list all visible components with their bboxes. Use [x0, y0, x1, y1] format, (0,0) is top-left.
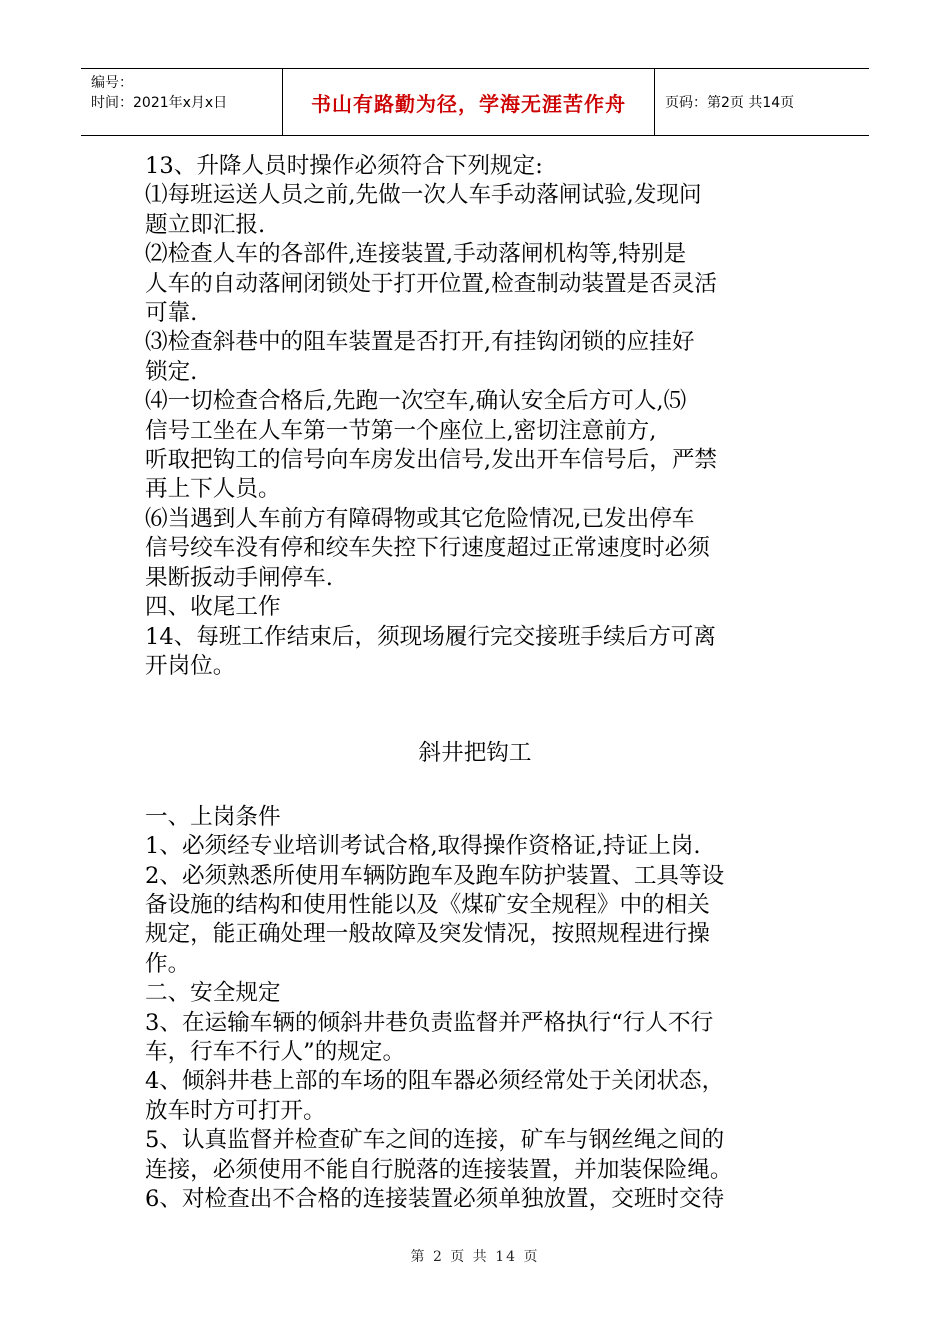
text-line: 5、认真监督并检查矿车之间的连接，矿车与钢丝绳之间的	[145, 1127, 725, 1154]
text-line: 4、倾斜井巷上部的车场的阻车器必须经常处于关闭状态，	[145, 1068, 725, 1095]
page-header	[81, 68, 869, 136]
text-line: 6、对检查出不合格的连接装置必须单独放置，交班时交待	[145, 1186, 725, 1212]
text-line: 再上下人员。	[145, 476, 281, 503]
text-line: 锁定.	[145, 358, 198, 385]
text-line: 规定，能正确处理一般故障及突发情况，按照规程进行操	[145, 921, 710, 948]
text-line: 四、收尾工作	[145, 594, 281, 621]
text-line: 备设施的结构和使用性能以及《煤矿安全规程》中的相关	[145, 891, 710, 918]
text-line: 一、上岗条件	[145, 803, 281, 830]
text-line: 信号绞车没有停和绞车失控下行速度超过正常速度时必须	[145, 535, 710, 562]
text-line: 3、在运输车辆的倾斜井巷负责监督并严格执行“行人不行	[145, 1009, 714, 1036]
section-lifting-rules	[145, 152, 805, 681]
text-line: 二、安全规定	[145, 980, 281, 1007]
text-line: 人车的自动落闸闭锁处于打开位置,检查制动装置是否灵活	[145, 270, 718, 297]
text-line: 1、必须经专业培训考试合格,取得操作资格证,持证上岗.	[145, 833, 701, 860]
text-line: 放车时方可打开。	[145, 1097, 326, 1124]
section-hooker-rules	[145, 803, 805, 1215]
text-line: 信号工坐在人车第一节第一个座位上,密切注意前方,	[145, 417, 657, 444]
header-motto: 书山有路勤为径，学海无涯苦作舟	[283, 69, 655, 135]
text-line: ⑶检查斜巷中的阻车装置是否打开,有挂钩闭锁的应挂好	[145, 329, 695, 356]
text-line: ⑵检查人车的各部件,连接装置,手动落闸机构等,特别是	[145, 241, 687, 268]
section-title: 斜井把钩工	[418, 740, 532, 767]
text-line: ⑷一切检查合格后,先跑一次空车,确认安全后方可人,⑸	[145, 388, 687, 415]
text-line: 可靠.	[145, 300, 198, 327]
text-line: 14、每班工作结束后，须现场履行完交接班手续后方可离	[145, 623, 716, 650]
text-line: 作。	[145, 950, 191, 977]
text-line: 2、必须熟悉所使用车辆防跑车及跑车防护装置、工具等设	[145, 862, 725, 889]
text-line: 果断扳动手闸停车.	[145, 564, 333, 591]
document-body	[145, 152, 805, 1214]
text-line: 题立即汇报.	[145, 211, 266, 238]
text-line: ⑴每班运送人员之前,先做一次人车手动落闸试验,发现问	[145, 182, 702, 209]
text-line: 听取把钩工的信号向车房发出信号,发出开车信号后，严禁	[145, 447, 718, 474]
document-time-label: 时间：2021年x月x日	[91, 95, 228, 111]
header-meta	[81, 69, 283, 135]
text-line: 连接，必须使用不能自行脱落的连接装置，并加装保险绳。	[145, 1156, 733, 1183]
page-footer: 第 2 页 共 14 页	[410, 1249, 540, 1265]
text-line: 开岗位。	[145, 652, 236, 679]
text-line: 车，行车不行人”的规定。	[145, 1038, 406, 1065]
document-number-label: 编号：	[91, 75, 133, 91]
text-line: 13、升降人员时操作必须符合下列规定:	[145, 153, 543, 179]
header-page-info: 页码：第2页 共14页	[665, 95, 795, 111]
text-line: ⑹当遇到人车前方有障碍物或其它危险情况,已发出停车	[145, 505, 695, 532]
